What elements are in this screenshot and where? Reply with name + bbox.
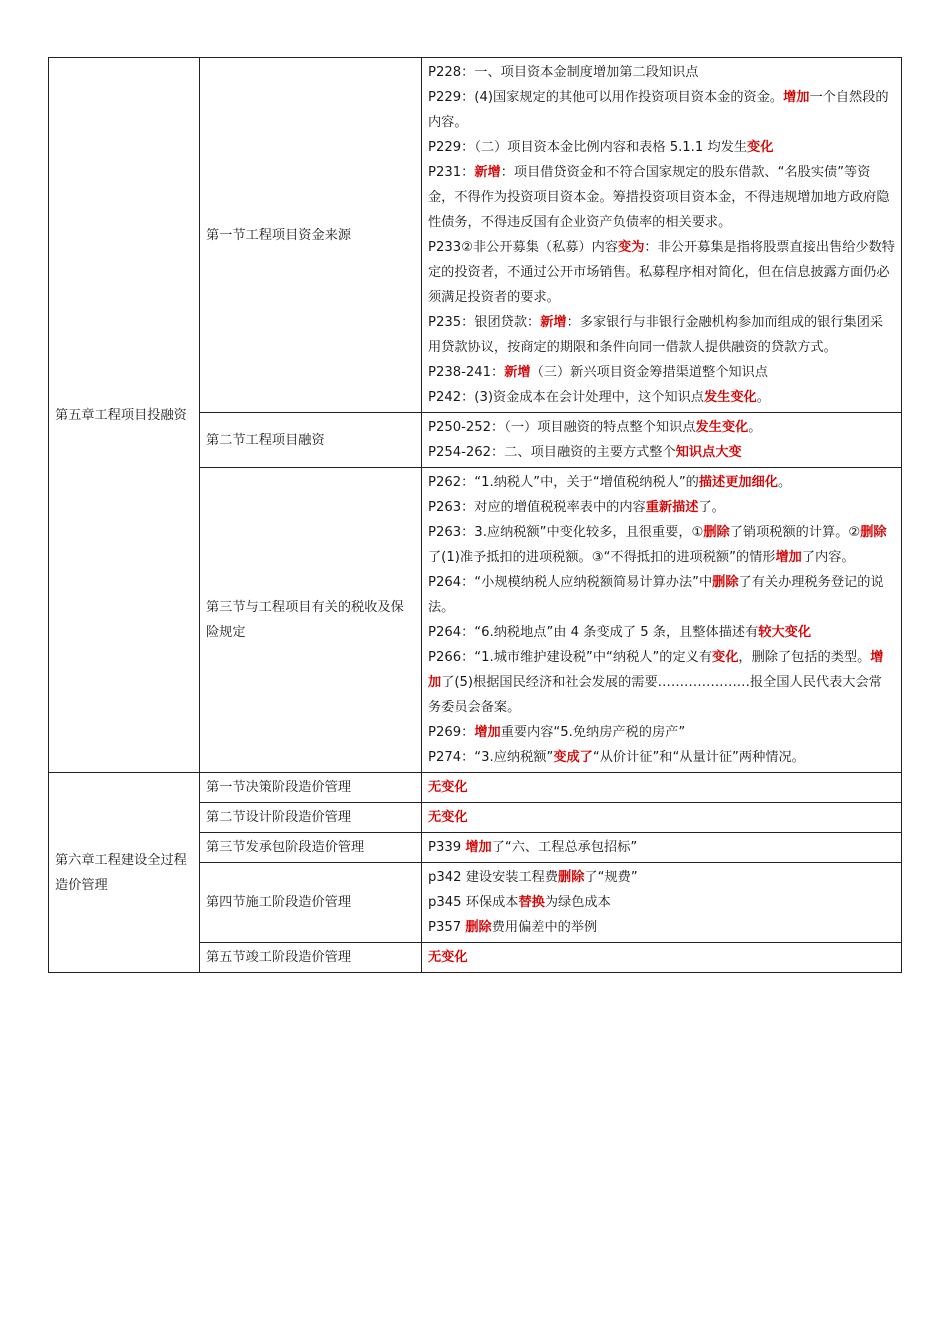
change-keyword: 增加 [428,650,884,690]
section-title-cell: 第五节竣工阶段造价管理 [200,943,422,973]
table-body [49,58,902,973]
change-keyword: 描述更加细化 [698,475,778,490]
change-text: 为绿色成本 [544,895,611,910]
change-text: ，删除了包括的类型。 [738,650,871,665]
change-line [428,385,895,410]
change-line [428,835,895,860]
change-keyword: 增加 [474,725,501,740]
change-keyword: 变成了 [553,750,593,765]
change-text: 了(1)准予抵扣的进项税额。③“不得抵扣的进项税额”的情形 [428,550,776,565]
change-keyword: 较大变化 [758,625,812,640]
change-text: P254-262：二、项目融资的主要方式整个 [428,445,676,460]
change-text: P274：“3.应纳税额” [428,750,554,765]
change-keyword: 删除 [558,870,585,885]
change-line [428,310,895,360]
change-line [428,235,895,310]
section-title-cell: 第一节决策阶段造价管理 [200,773,422,803]
change-keyword: 删除 [712,575,739,590]
table-row [49,773,902,803]
change-line [428,440,895,465]
chapter-title-cell: 第六章工程建设全过程造价管理 [49,773,200,973]
chapter-title-cell: 第五章工程项目投融资 [49,58,200,773]
change-text: “从价计征”和“从量计征”两种情况。 [592,750,805,765]
section-title-cell: 第三节发承包阶段造价管理 [200,833,422,863]
change-line [428,520,895,570]
section-title-cell: 第二节设计阶段造价管理 [200,803,422,833]
change-detail-cell [422,413,902,468]
change-text: ：多家银行与非银行金融机构参加而组成的银行集团采用贷款协议，按商定的期限和条件向同一借款人提供融资的贷款方式。 [428,315,884,355]
change-keyword: 删除 [703,525,730,540]
change-text: P262：“1.纳税人”中，关于“增值税纳税人”的 [428,475,699,490]
change-line [428,470,895,495]
change-text: ：非公开募集是指将股票直接出售给少数特定的投资者，不通过公开市场销售。私募程序相对简化，但在信息披露方面仍必须满足投资者的要求。 [428,240,895,305]
change-line [428,160,895,235]
change-line [428,620,895,645]
change-line [428,415,895,440]
change-text: 。 [748,420,762,435]
change-keyword: 新增 [474,165,501,180]
change-text: P339 [428,840,466,855]
change-keyword: 增加 [783,90,810,105]
table-row [49,58,902,413]
change-text: 了“规费” [584,870,638,885]
change-detail-cell [422,863,902,943]
change-keyword: 新增 [540,315,567,330]
change-line [428,570,895,620]
change-line [428,775,895,800]
change-keyword: 重新描述 [645,500,699,515]
change-keyword: 无变化 [428,950,468,965]
change-keyword: 变化 [712,650,739,665]
change-keyword: 发生变化 [695,420,749,435]
change-text: P231： [428,165,475,180]
change-text: 了(5)根据国民经济和社会发展的需要…………………报全国人民代表大会常务委员会备案。 [428,675,882,715]
change-detail-cell [422,773,902,803]
change-text: P263：对应的增值税税率表中的内容 [428,500,646,515]
change-text: P235：银团贷款： [428,315,541,330]
change-text: P228：一、项目资本金制度增加第二段知识点 [428,65,699,80]
change-text: P229：(4)国家规定的其他可以用作投资项目资本金的资金。 [428,90,784,105]
section-title-cell: 第三节与工程项目有关的税收及保险规定 [200,468,422,773]
change-keyword: 删除 [860,525,887,540]
change-text: 了“六、工程总承包招标” [491,840,638,855]
change-text: 了销项税额的计算。② [729,525,861,540]
change-text: P263：3.应纳税额”中变化较多，且很重要，① [428,525,704,540]
change-line [428,915,895,940]
change-keyword: 增加 [465,840,492,855]
change-detail-cell [422,468,902,773]
change-text: 了内容。 [801,550,855,565]
change-line [428,85,895,135]
change-line [428,360,895,385]
change-text: P250-252：（一）项目融资的特点整个知识点 [428,420,696,435]
change-line [428,60,895,85]
change-text: （三）新兴项目资金筹措渠道整个知识点 [530,365,768,380]
change-line [428,945,895,970]
change-line [428,805,895,830]
change-keyword: 增加 [775,550,802,565]
change-text: P238-241： [428,365,505,380]
change-text: p342 建设安装工程费 [428,870,559,885]
change-line [428,890,895,915]
change-text: P266：“1.城市维护建设税”中“纳税人”的定义有 [428,650,713,665]
change-text: p345 环保成本 [428,895,519,910]
change-keyword: 知识点大变 [675,445,742,460]
change-detail-cell [422,803,902,833]
change-text: P264：“小规模纳税人应纳税额简易计算办法”中 [428,575,713,590]
change-text: 一个自然段的内容。 [428,90,889,130]
section-title-cell: 第二节工程项目融资 [200,413,422,468]
change-text: P264：“6.纳税地点”由 4 条变成了 5 条，且整体描述有 [428,625,759,640]
change-keyword: 发生变化 [704,390,757,405]
change-keyword: 变为 [618,240,645,255]
change-keyword: 删除 [465,920,492,935]
change-keyword: 新增 [504,365,531,380]
change-text: 了。 [698,500,725,515]
change-keyword: 无变化 [428,810,468,825]
change-text: P242：(3)资金成本在会计处理中，这个知识点 [428,390,704,405]
change-text: P229：（二）项目资本金比例内容和表格 5.1.1 均发生 [428,140,748,155]
change-text: P233②非公开募集（私募）内容 [428,240,619,255]
change-text: 了有关办理税务登记的说法。 [428,575,884,615]
change-text: 。 [756,390,770,405]
section-title-cell: 第四节施工阶段造价管理 [200,863,422,943]
change-keyword: 替换 [518,895,545,910]
change-line [428,745,895,770]
change-text: P357 [428,920,466,935]
change-line [428,865,895,890]
change-line [428,645,895,720]
changes-table [48,57,902,973]
change-text: 。 [777,475,792,490]
change-line [428,495,895,520]
change-text: 重要内容“5.免纳房产税的房产” [500,725,686,740]
change-line [428,135,895,160]
change-detail-cell [422,833,902,863]
change-keyword: 无变化 [428,780,468,795]
change-keyword: 变化 [747,140,774,155]
change-detail-cell [422,58,902,413]
change-text: P269： [428,725,475,740]
change-detail-cell [422,943,902,973]
change-text: ：项目借贷资金和不符合国家规定的股东借款、“名股实债”等资金，不得作为投资项目资本金。筹措投资项目资本金，不得违规增加地方政府隐性债务，不得违反国有企业资产负债率的相关要求。 [428,165,890,230]
section-title-cell: 第一节工程项目资金来源 [200,58,422,413]
change-line [428,720,895,745]
change-text: 费用偏差中的举例 [491,920,598,935]
